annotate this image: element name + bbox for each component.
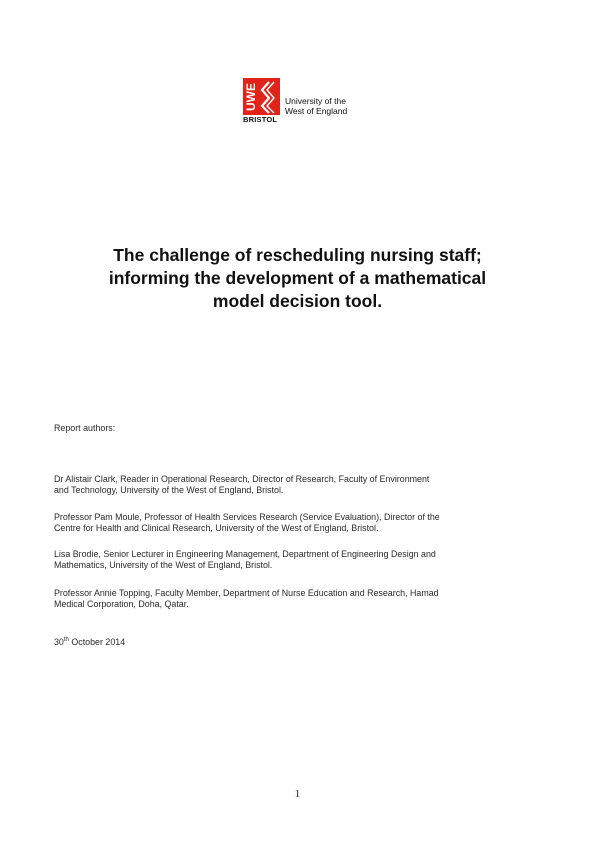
author-entry <box>54 512 544 534</box>
author-line: Mathematics, University of the West of England, Bristol. <box>54 560 273 570</box>
author-line: Medical Corporation, Doha, Qatar. <box>54 599 189 609</box>
author-line: Professor Annie Topping, Faculty Member, Department of Nurse Education and Research, Hamad <box>54 588 439 598</box>
logo-university-line: West of England <box>285 106 348 116</box>
report-authors-label: Report authors: <box>54 423 116 433</box>
uwe-logo-letters: UWE <box>244 83 258 111</box>
author-entry <box>54 474 544 496</box>
title-line: The challenge of rescheduling nursing staff; <box>113 245 482 265</box>
title-line: informing the development of a mathematical <box>108 268 487 288</box>
page-number: 1 <box>294 788 301 800</box>
author-entry <box>54 549 544 571</box>
logo-city: BRISTOL <box>243 115 278 124</box>
logo-university-line: University of the <box>285 96 346 106</box>
report-date <box>54 637 544 648</box>
logo-university-name <box>285 96 347 116</box>
author-entry <box>54 588 544 610</box>
author-line: and Technology, University of the West of England, Bristol. <box>54 485 284 495</box>
date-day-suffix: th <box>63 637 69 643</box>
author-line: Professor Pam Moule, Professor of Health Services Research (Service Evaluation), Director of the <box>54 512 440 522</box>
uwe-logo-mark <box>243 78 280 115</box>
author-line: Centre for Health and Clinical Research, University of the West of England, Bristol. <box>54 523 379 533</box>
author-line: Dr Alistair Clark, Reader in Operational Research, Director of Research, Faculty of Environment <box>54 474 430 484</box>
date-day: 30 <box>54 637 64 647</box>
report-title <box>60 244 535 313</box>
uwe-logo <box>243 78 358 124</box>
title-line: model decision tool. <box>212 291 383 311</box>
date-month-year: October 2014 <box>68 637 126 647</box>
author-line: Lisa Brodie, Senior Lecturer in Engineering Management, Department of Engineering Design and <box>54 549 436 559</box>
